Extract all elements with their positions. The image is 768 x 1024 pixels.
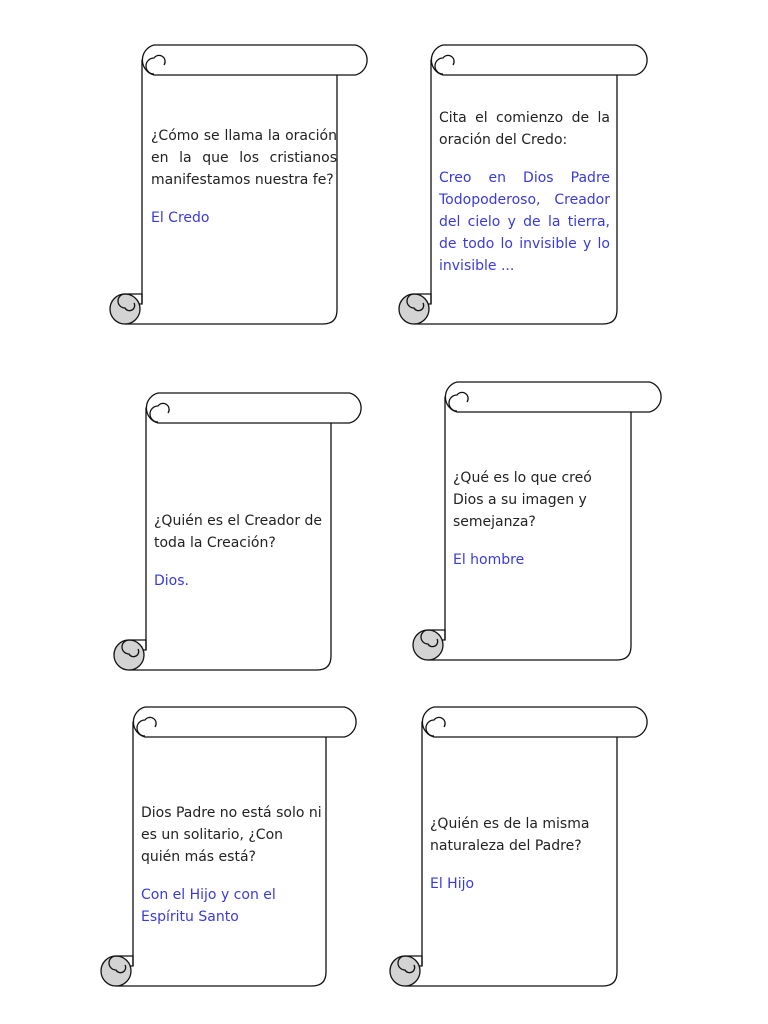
card-text <box>453 467 621 571</box>
card-question: ¿Qué es lo que creó Dios a su imagen y semejanza? <box>453 470 592 530</box>
scroll-card-4 <box>411 381 666 662</box>
scroll-card-2 <box>397 44 652 326</box>
scroll-card-5 <box>99 706 361 988</box>
card-text <box>439 107 610 277</box>
card-text <box>430 813 610 895</box>
card-question: ¿Cómo se llama la oración en la que los cristianos manifestamos nuestra fe? <box>151 128 337 188</box>
scroll-card-1 <box>108 44 372 326</box>
card-question: ¿Quién es el Creador de toda la Creación? <box>154 513 323 551</box>
card-answer: El hombre <box>453 552 525 568</box>
card-text <box>154 510 326 592</box>
card-text <box>141 802 323 928</box>
card-question: Cita el comienzo de la oración del Credo: <box>439 110 610 148</box>
scroll-card-3 <box>112 392 366 672</box>
card-answer: El Credo <box>151 210 210 226</box>
card-question: ¿Quién es de la misma naturaleza del Padre? <box>430 816 590 854</box>
card-answer: Dios. <box>154 573 189 589</box>
scroll-card-6 <box>388 706 652 988</box>
card-answer: Con el Hijo y con el Espíritu Santo <box>141 887 276 925</box>
card-text <box>151 125 337 229</box>
card-answer: Creo en Dios Padre Todopoderoso, Creador del cielo y de la tierra, de todo lo invisible y lo invisible ... <box>439 170 610 274</box>
card-answer: El Hijo <box>430 876 475 892</box>
card-question: Dios Padre no está solo ni es un solitario, ¿Con quién más está? <box>141 805 322 865</box>
